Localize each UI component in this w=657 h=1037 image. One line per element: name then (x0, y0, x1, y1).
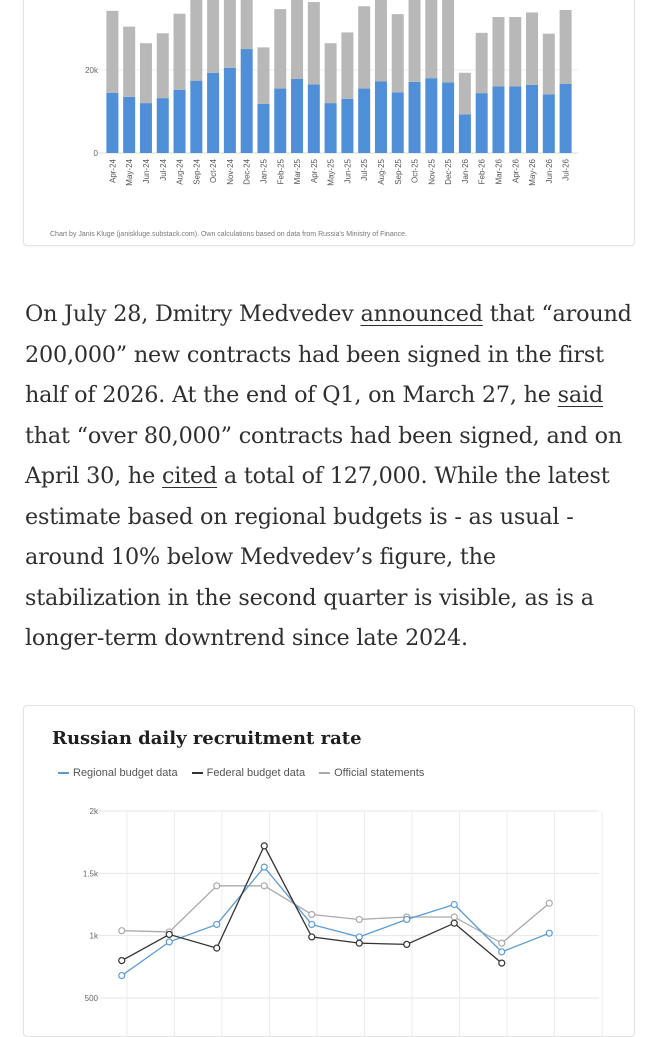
announced-link[interactable]: announced (360, 301, 483, 327)
x-tick-label: Jul-25 (360, 159, 370, 181)
x-tick-label: Oct-25 (410, 159, 420, 184)
data-point (451, 920, 457, 926)
data-point (166, 939, 172, 945)
bar-segment-blue (425, 78, 437, 153)
bar-segment-blue (207, 73, 219, 153)
bar-chart (24, 0, 634, 245)
x-tick-label: Jun-25 (343, 159, 353, 184)
bar-segment-grey (123, 27, 135, 97)
bar-segment-blue (224, 68, 236, 153)
bar-segment-blue (157, 98, 169, 153)
bar-segment-blue (190, 81, 202, 153)
bar-segment-grey (157, 33, 169, 98)
bar-segment-blue (375, 81, 387, 153)
bar-segment-blue (358, 89, 370, 153)
bar-segment-grey (257, 47, 269, 104)
data-point (261, 864, 267, 870)
data-point (214, 921, 220, 927)
y-tick-label: 2k (89, 807, 98, 816)
bar-segment-blue (476, 93, 488, 153)
bar-segment-grey (358, 6, 370, 88)
bar-segment-blue (174, 90, 186, 153)
bar-segment-blue (526, 85, 538, 153)
data-point (404, 941, 410, 947)
y-tick-label: 1k (89, 931, 98, 941)
x-tick-label: Sep-25 (393, 159, 403, 185)
data-point (214, 883, 220, 889)
data-point (356, 916, 362, 922)
x-tick-label: Apr-24 (108, 159, 118, 184)
x-tick-label: Feb-26 (477, 159, 487, 185)
article-paragraph (25, 294, 637, 659)
bar-segment-grey (207, 0, 219, 73)
y-tick-label: 20k (85, 65, 98, 75)
x-tick-label: Apr-26 (511, 159, 521, 184)
chart-credit: Chart by Janis Kluge (janiskluge.substack.com). Own calculations based on data from Russia's Ministry of Finance. (50, 231, 407, 238)
article-text: On July 28, Dmitry Medvedev (25, 301, 361, 327)
bar-segment-grey (341, 32, 353, 99)
bar-segment-blue (291, 79, 303, 153)
bar-segment-grey (140, 43, 152, 103)
bar-segment-grey (442, 0, 454, 82)
x-tick-label: Mar-26 (494, 159, 504, 185)
bar-segment-blue (257, 104, 269, 153)
y-tick-label: 0 (93, 149, 98, 158)
bar-segment-grey (526, 12, 538, 84)
x-tick-label: Jul-26 (561, 159, 571, 181)
x-tick-label: Jun-24 (141, 159, 151, 184)
x-tick-label: Jul-24 (158, 159, 168, 181)
bar-segment-grey (459, 73, 471, 115)
cited-link[interactable]: cited (161, 463, 218, 489)
bar-segment-blue (509, 86, 521, 153)
bar-segment-blue (409, 82, 421, 153)
bar-segment-blue (341, 99, 353, 153)
bar-segment-blue (274, 89, 286, 153)
bar-segment-blue (560, 84, 572, 153)
data-point (499, 940, 505, 946)
data-point (119, 973, 125, 979)
x-tick-label: Oct-24 (209, 159, 219, 184)
bar-segment-grey (274, 9, 286, 88)
data-point (451, 902, 457, 908)
bar-segment-grey (325, 43, 337, 103)
bar-segment-grey (224, 0, 236, 68)
article-text: a total of 127,000. While the latest estimate based on regional budgets is - as usual - around 10% below Medvedev’s figure, the stabilization in the second quarter is visible, as is a longer-term downtrend since late 2024. (25, 463, 610, 651)
x-tick-label: Jan-25 (259, 159, 269, 184)
bar-segment-grey (174, 14, 186, 90)
x-tick-label: Jun-26 (544, 159, 554, 184)
data-point (546, 900, 552, 906)
data-point (451, 914, 457, 920)
data-point (356, 934, 362, 940)
bar-segment-blue (106, 93, 118, 153)
x-tick-label: Dec-24 (242, 159, 252, 185)
bar-segment-grey (476, 33, 488, 93)
bar-segment-blue (308, 84, 320, 153)
bar-segment-blue (442, 82, 454, 153)
x-tick-label: Mar-25 (293, 159, 303, 185)
bar-segment-blue (123, 97, 135, 153)
data-point (119, 958, 125, 964)
article-text: that “around 200,000” new contracts had been signed in the first half of 2026. At the end of Q1, on March 27, he (25, 301, 632, 408)
bar-segment-grey (190, 0, 202, 81)
x-tick-label: Feb-25 (276, 159, 286, 185)
data-point (214, 945, 220, 951)
bar-segment-grey (375, 0, 387, 81)
data-point (166, 931, 172, 937)
x-tick-label: Jan-26 (460, 159, 470, 184)
y-tick-label: 500 (84, 994, 98, 1003)
x-tick-label: May-25 (326, 159, 336, 186)
data-point (499, 960, 505, 966)
bar-segment-blue (459, 114, 471, 153)
data-point (261, 883, 267, 889)
data-point (119, 928, 125, 934)
legend-label: Federal budget data (206, 767, 306, 779)
bar-segment-grey (392, 14, 404, 92)
data-point (499, 949, 505, 955)
y-tick-label: 1.5k (82, 869, 98, 879)
x-tick-label: Sep-24 (192, 159, 202, 185)
data-point (309, 911, 315, 917)
line-chart (24, 706, 634, 1036)
series-line (122, 846, 502, 963)
bar-segment-grey (291, 0, 303, 79)
bar-segment-blue (140, 103, 152, 153)
article-text: that “over 80,000” contracts had been signed, and on April 30, he (25, 422, 623, 489)
x-tick-label: Aug-25 (376, 159, 386, 185)
bar-segment-grey (492, 17, 504, 86)
data-point (309, 921, 315, 927)
data-point (356, 940, 362, 946)
data-point (546, 930, 552, 936)
series-line (122, 867, 550, 975)
x-tick-label: Dec-25 (444, 159, 454, 185)
x-tick-label: Nov-25 (427, 159, 437, 185)
legend-label: Regional budget data (73, 767, 178, 779)
bar-segment-grey (106, 11, 118, 93)
bar-chart-card (23, 0, 635, 246)
said-link[interactable]: said (557, 382, 604, 408)
x-tick-label: Aug-24 (175, 159, 185, 185)
legend-label: Official statements (334, 767, 425, 779)
bar-segment-blue (241, 49, 253, 153)
bar-segment-grey (560, 10, 572, 84)
bar-segment-blue (325, 103, 337, 153)
bar-segment-blue (392, 92, 404, 153)
bar-segment-grey (543, 34, 555, 95)
x-tick-label: Apr-25 (309, 159, 319, 184)
bar-segment-blue (543, 94, 555, 153)
x-tick-label: Nov-24 (225, 159, 235, 185)
bar-segment-grey (509, 17, 521, 86)
data-point (261, 843, 267, 849)
bar-segment-grey (308, 2, 320, 84)
bar-segment-grey (425, 0, 437, 78)
chart-title: Russian daily recruitment rate (52, 728, 362, 749)
data-point (309, 934, 315, 940)
bar-segment-grey (241, 0, 253, 49)
data-point (404, 916, 410, 922)
x-tick-label: May-26 (528, 159, 538, 186)
line-chart-card (23, 705, 635, 1037)
x-tick-label: May-24 (125, 159, 135, 186)
bar-segment-grey (409, 0, 421, 82)
bar-segment-blue (492, 86, 504, 153)
